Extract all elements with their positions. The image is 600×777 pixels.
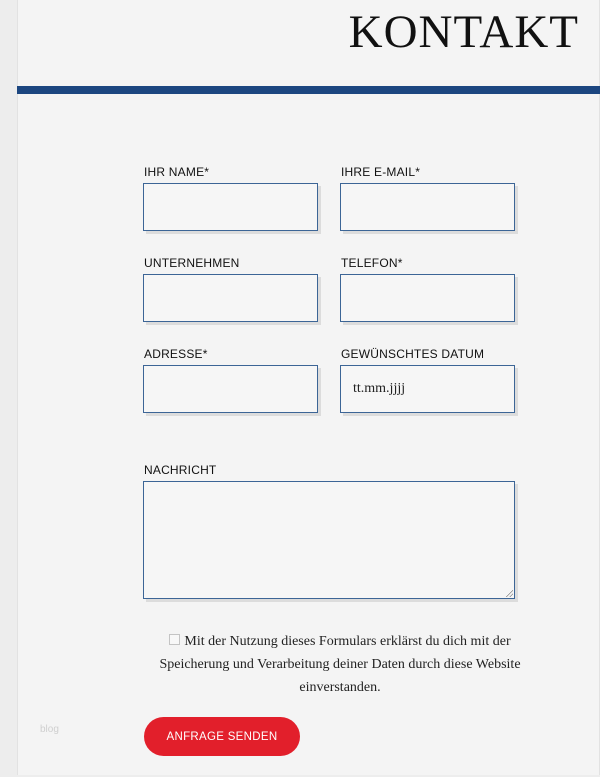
name-label: IHR NAME*: [144, 165, 210, 179]
watermark: blog: [40, 724, 59, 735]
email-label: IHRE E-MAIL*: [341, 165, 421, 179]
consent-text: Mit der Nutzung dieses Formulars erklärst du dich mit der Speicherung und Verarbeitung deiner Daten durch diese Website einverstanden.: [159, 634, 521, 695]
consent-checkbox[interactable]: [169, 634, 180, 645]
company-input[interactable]: [143, 274, 318, 322]
date-label: GEWÜNSCHTES DATUM: [341, 347, 485, 361]
address-input[interactable]: [143, 365, 318, 413]
phone-input[interactable]: [340, 274, 515, 322]
submit-button[interactable]: ANFRAGE SENDEN: [144, 717, 300, 756]
email-input[interactable]: [340, 183, 515, 231]
message-label: NACHRICHT: [144, 463, 217, 477]
address-label: ADRESSE*: [144, 347, 208, 361]
company-label: UNTERNEHMEN: [144, 256, 240, 270]
message-textarea[interactable]: [143, 481, 515, 599]
date-input[interactable]: [340, 365, 515, 413]
consent-row: [155, 630, 525, 699]
phone-label: TELEFON*: [341, 256, 403, 270]
page-title: KONTAKT: [348, 6, 579, 58]
resize-handle-icon[interactable]: [506, 590, 513, 597]
header-divider: [17, 86, 600, 94]
name-input[interactable]: [143, 183, 318, 231]
